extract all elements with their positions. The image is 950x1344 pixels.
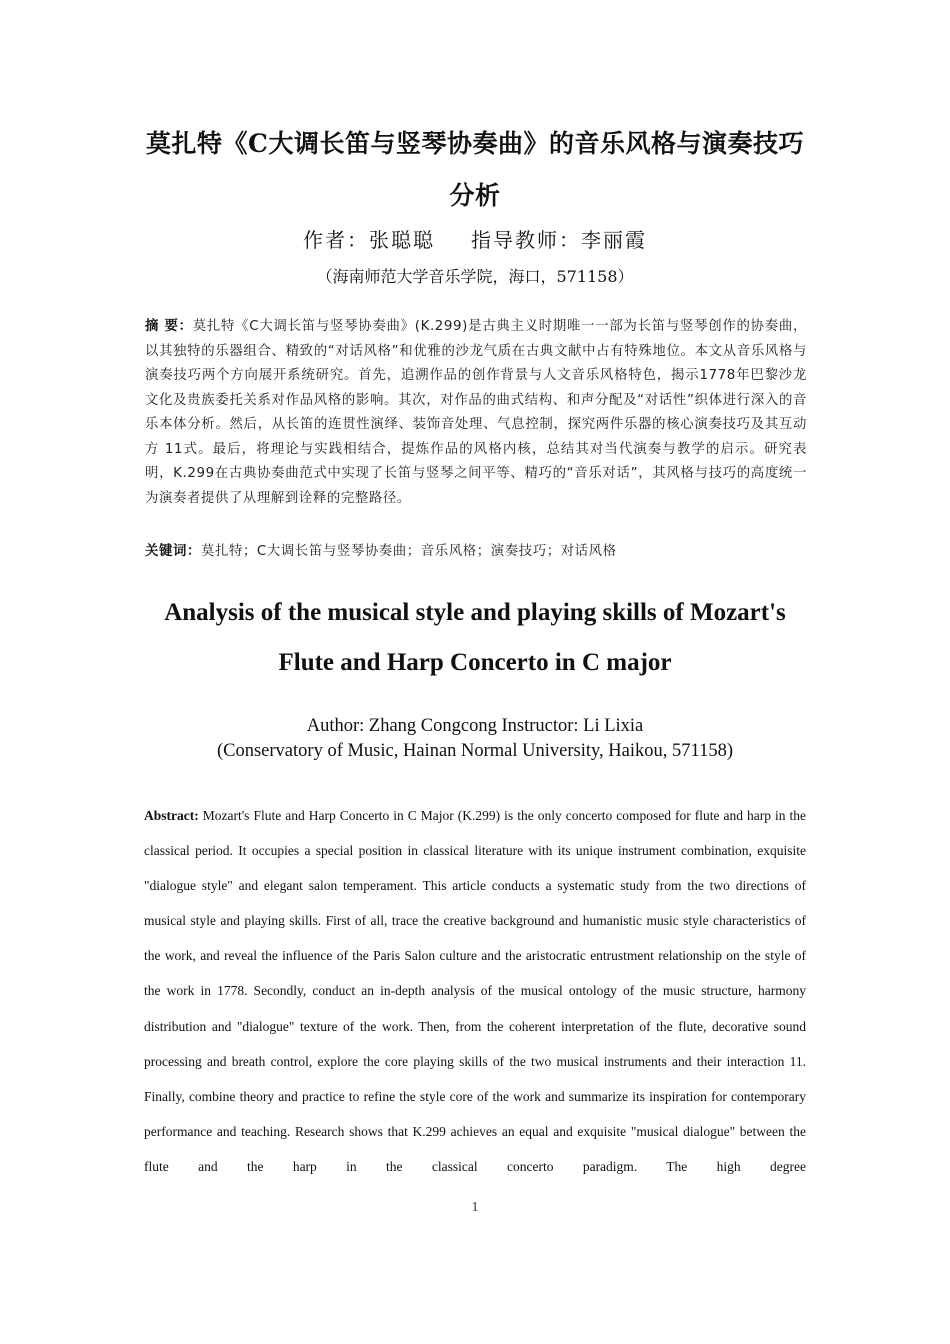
- chinese-author: 作者：张聪聪: [303, 228, 435, 252]
- chinese-keywords-label: 关键词：: [145, 544, 201, 559]
- chinese-instructor: 指导教师：李丽霞: [471, 228, 647, 252]
- chinese-author-line: [140, 224, 810, 253]
- english-abstract-label: Abstract:: [144, 808, 199, 823]
- chinese-affiliation: （海南师范大学音乐学院，海口，571158）: [316, 267, 634, 286]
- chinese-abstract-text: 莫扎特《C大调长笛与竖琴协奏曲》(K.299)是古典主义时期唯一一部为长笛与竖琴创作的协奏曲，以其独特的乐器组合、精致的“对话风格”和优雅的沙龙气质在古典文献中占有特殊地位。本文从音乐风格与演奏技巧两个方向展开系统研究。首先，追溯作品的创作背景与人文音乐风格特色，揭示1778年巴黎沙龙文化及贵族委托关系对作品风格的影响。其次，对作品的曲式结构、和声分配及“对话性”织体进行深入的音乐本体分析。然后，从长笛的连贯性演绎、装饰音处理、气息控制，探究两件乐器的核心演奏技巧及其互动方 11式。最后，将理论与实践相结合，提炼作品的风格内核，总结其对当代演奏与教学的启示。研究表明，K.299在古典协奏曲范式中实现了长笛与竖琴之间平等、精巧的“音乐对话”，其风格与技巧的高度统一为演奏者提供了从理解到诠释的完整路径。: [145, 319, 808, 506]
- chinese-keywords-text: 莫扎特；C大调长笛与竖琴协奏曲；音乐风格；演奏技巧；对话风格: [200, 544, 617, 559]
- english-abstract-text: Mozart's Flute and Harp Concerto in C Major (K.299) is the only concerto composed for flute and harp in the classical period. It occupies a special position in classical literature with its unique instrument combination, exquisite "dialogue style" and elegant salon temperament. This article conducts a systematic study from the two directions of musical style and playing skills. First of all, trace the creative background and humanistic music style characteristics of the work, and reveal the influence of the Paris Salon culture and the aristocratic entrustment relationship on the style of the work in 1778. Secondly, conduct an in-depth analysis of the musical ontology of the music structure, harmony distribution and "dialogue" texture of the work. Then, from the coherent interpretation of the flute, decorative sound processing and breath control, explore the core playing skills of the two musical instruments and their interaction 11. Finally, combine theory and practice to refine the style core of the work and summarize its inspiration for contemporary performance and teaching. Research shows that K.299 achieves an equal and exquisite "musical dialogue" between the flute and the harp in the classical concerto paradigm. The high degree: [144, 808, 807, 1174]
- english-authors: Author: Zhang Congcong Instructor: Li Lixia: [306, 716, 644, 736]
- english-abstract: [144, 798, 806, 1184]
- english-title: Analysis of the musical style and playing skills of Mozart's Flute and Harp Concerto in C major: [164, 599, 786, 676]
- chinese-abstract: [145, 315, 807, 511]
- page-number: 1: [471, 1200, 479, 1215]
- chinese-keywords: [145, 540, 807, 564]
- chinese-abstract-label: 摘 要：: [145, 319, 193, 334]
- english-affiliation: (Conservatory of Music, Hainan Normal University, Haikou, 571158): [216, 741, 733, 761]
- chinese-title: 莫扎特《C大调长笛与竖琴协奏曲》的音乐风格与演奏技巧分析: [146, 129, 804, 210]
